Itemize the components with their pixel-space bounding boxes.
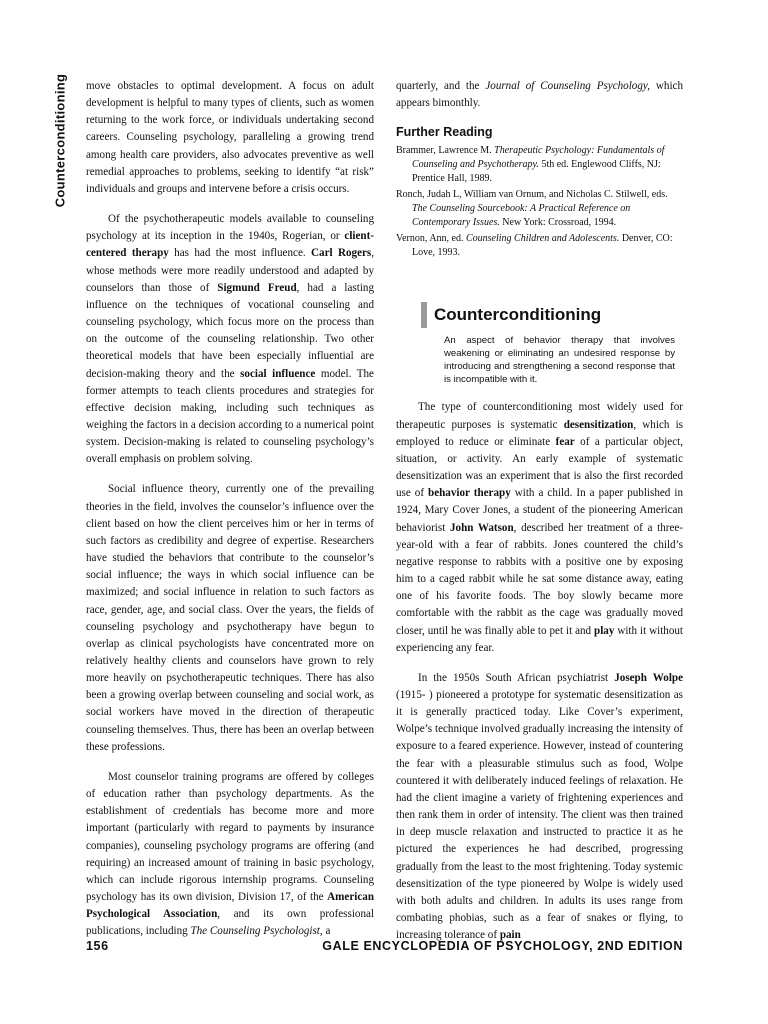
- right-column: [396, 78, 683, 944]
- reference-item: Vernon, Ann, ed. Counseling Children and Adolescents. Denver, CO: Love, 1993.: [396, 233, 673, 259]
- entry-header: [396, 302, 683, 386]
- page-number: 156: [86, 939, 109, 953]
- reference-item: Brammer, Lawrence M. Therapeutic Psychology: Fundamentals of Counseling and Psychotherapy. 5th ed. Englewood Cliffs, NJ: Prentice Hall, 1989.: [396, 145, 665, 185]
- term-fear: fear: [555, 435, 575, 448]
- paragraph-desensitization: The type of counterconditioning most widely used for therapeutic purposes is systematic desensitization, which is employed to reduce or eliminate fear of a particular object, situation, or activity. An early example of systematic desensitization was an experiment that is also the first recorded use of behavior therapy with a child. In a paper published in 1924, Mary Cover Jones, a student of the pioneering American behaviorist John Watson, described her treatment of a three-year-old with a fear of rabbits. Jones countered the child’s negative response to rabbits with a positive one by exposing him to a caged rabbit while he sat some distance away, eating one of his favorite foods. The boy slowly became more comfortable with the rabbit as the cage was gradually moved closer, until he was finally able to pet it and play with it without experiencing any fear.: [396, 401, 683, 654]
- paragraph-wolpe: In the 1950s South African psychiatrist Joseph Wolpe (1915- ) pioneered a prototype for systematic desensitization as it is generally practiced today. Like Cover’s experiment, Wolpe’s technique involved gradually increasing the intensity of exposure to a feared experience. However, instead of countering the fear with a pleasurable stimulus such as food, Wolpe countered it with deliberately induced feelings of relaxation. He had the client imagine a variety of frightening experiences and then rank them in order of intensity. The client was then trained in deep muscle relaxation and instructed to practice it as he pictured the experiences he had described, progressing gradually from the least to the most frightening. Today systemic desensitization of the type pioneered by Wolpe is widely used with both adults and children. In adults its uses range from combating phobias, such as a fear of snakes or flying, to increasing tolerance of pain: [396, 671, 683, 942]
- paragraph-social-influence: Social influence theory, currently one of the prevailing theories in the field, involves the counselor’s influence over the client based on how the client perceives him or her in terms of such factors as credibility and degree of expertise. Researchers have studied the behaviors that contribute to the counselor’s social influence; the ways in which social influence can be maximized; and social influence in relation to such factors as race, gender, age, and social class. Over the years, the fields of counseling psychology and psychotherapy have begun to overlap as clinical psychologists have concentrated more on relatively healthy clients and counselors have grown to rely more heavily on psychotherapeutic techniques. There has also been a growing overlap between counseling and social work, as social workers have moved in the direction of therapeutic counseling themselves. Thus, there has been an overlap between these professions.: [86, 483, 374, 753]
- term-carl-rogers: Carl Rogers: [311, 247, 372, 260]
- term-joseph-wolpe: Joseph Wolpe: [614, 671, 683, 684]
- term-sigmund-freud: Sigmund Freud: [217, 281, 297, 294]
- term-client-centered-therapy: client-centered therapy: [86, 230, 374, 260]
- term-social-influence: social influence: [240, 367, 316, 380]
- term-john-watson: John Watson: [449, 521, 514, 534]
- further-reading-heading: Further Reading: [396, 125, 493, 140]
- journal-title: Journal of Counseling Psychology,: [485, 80, 650, 92]
- paragraph-continued-right: quarterly, and the Journal of Counseling Psychology, which appears bimonthly.: [396, 80, 684, 110]
- term-play: play: [594, 624, 615, 637]
- entry-definition: An aspect of behavior therapy that involves weakening or eliminating an undesired response by introducing and strengthening a second response that is incompatible with it.: [444, 335, 675, 386]
- reference-item: Ronch, Judah L, William van Ornum, and Nicholas C. Stilwell, eds. The Counseling Sourcebook: A Practical Reference on Contemporary Issues. New York: Crossroad, 1994.: [396, 189, 668, 229]
- publication-name: GALE ENCYCLOPEDIA OF PSYCHOLOGY, 2ND EDITION: [322, 939, 683, 953]
- running-head-label: Counterconditioning: [52, 73, 68, 207]
- paragraph-training: Most counselor training programs are offered by colleges of education rather than psychology departments. As the establishment of credentials has become more and more important (particularly with regard to payments by insurance companies), counseling psychology programs are offering (and requiring) an increased amount of training in basic psychology, which can include rigorous internship programs. Counseling psychology has its own division, Division 17, of the American Psychological Association, and its own professional publications, including The Counseling Psychologist, a: [86, 770, 374, 938]
- paragraph-continued: move obstacles to optimal development. A focus on adult development is helpful to many types of clients, such as women returning to the work force, or individuals undertaking second careers. Counseling psychology, paralleling a growing trend among health care providers, also advocates preventive as well remedial approaches to problems, seeking to identify “at risk” individuals and groups and intervene before a crisis occurs.: [86, 80, 374, 195]
- entry-marker-bar: [421, 302, 427, 328]
- publication-title: The Counseling Psychologist,: [190, 925, 323, 938]
- term-apa: American Psychological Association: [86, 891, 374, 921]
- paragraph-models: Of the psychotherapeutic models available to counseling psychology at its inception in the 1940s, Rogerian, or client-centered therapy has had the most influence. Carl Rogers, whose methods were more readily understood and adapted by counselors than those of Sigmund Freud, had a lasting influence on the techniques of vocational counseling and counseling psychology, which focus more on the process than on the outcome of the counseling relationship. Two other theoretical models that have been especially influential are decision-making theory and the social influence model. The former attempts to teach clients procedures and strategies for effective decision making, including such techniques as weighing the factors in a decision according to a numerical point system. Decision-making is related to counseling psychology’s overall emphasis on problem solving.: [86, 213, 375, 466]
- page-footer: [86, 939, 683, 953]
- running-head-vertical: [38, 75, 82, 205]
- left-column: [86, 78, 374, 941]
- entry-title: Counterconditioning: [434, 305, 602, 325]
- term-behavior-therapy: behavior therapy: [428, 487, 511, 500]
- term-desensitization: desensitization: [563, 418, 634, 431]
- term-pain: pain: [499, 929, 521, 942]
